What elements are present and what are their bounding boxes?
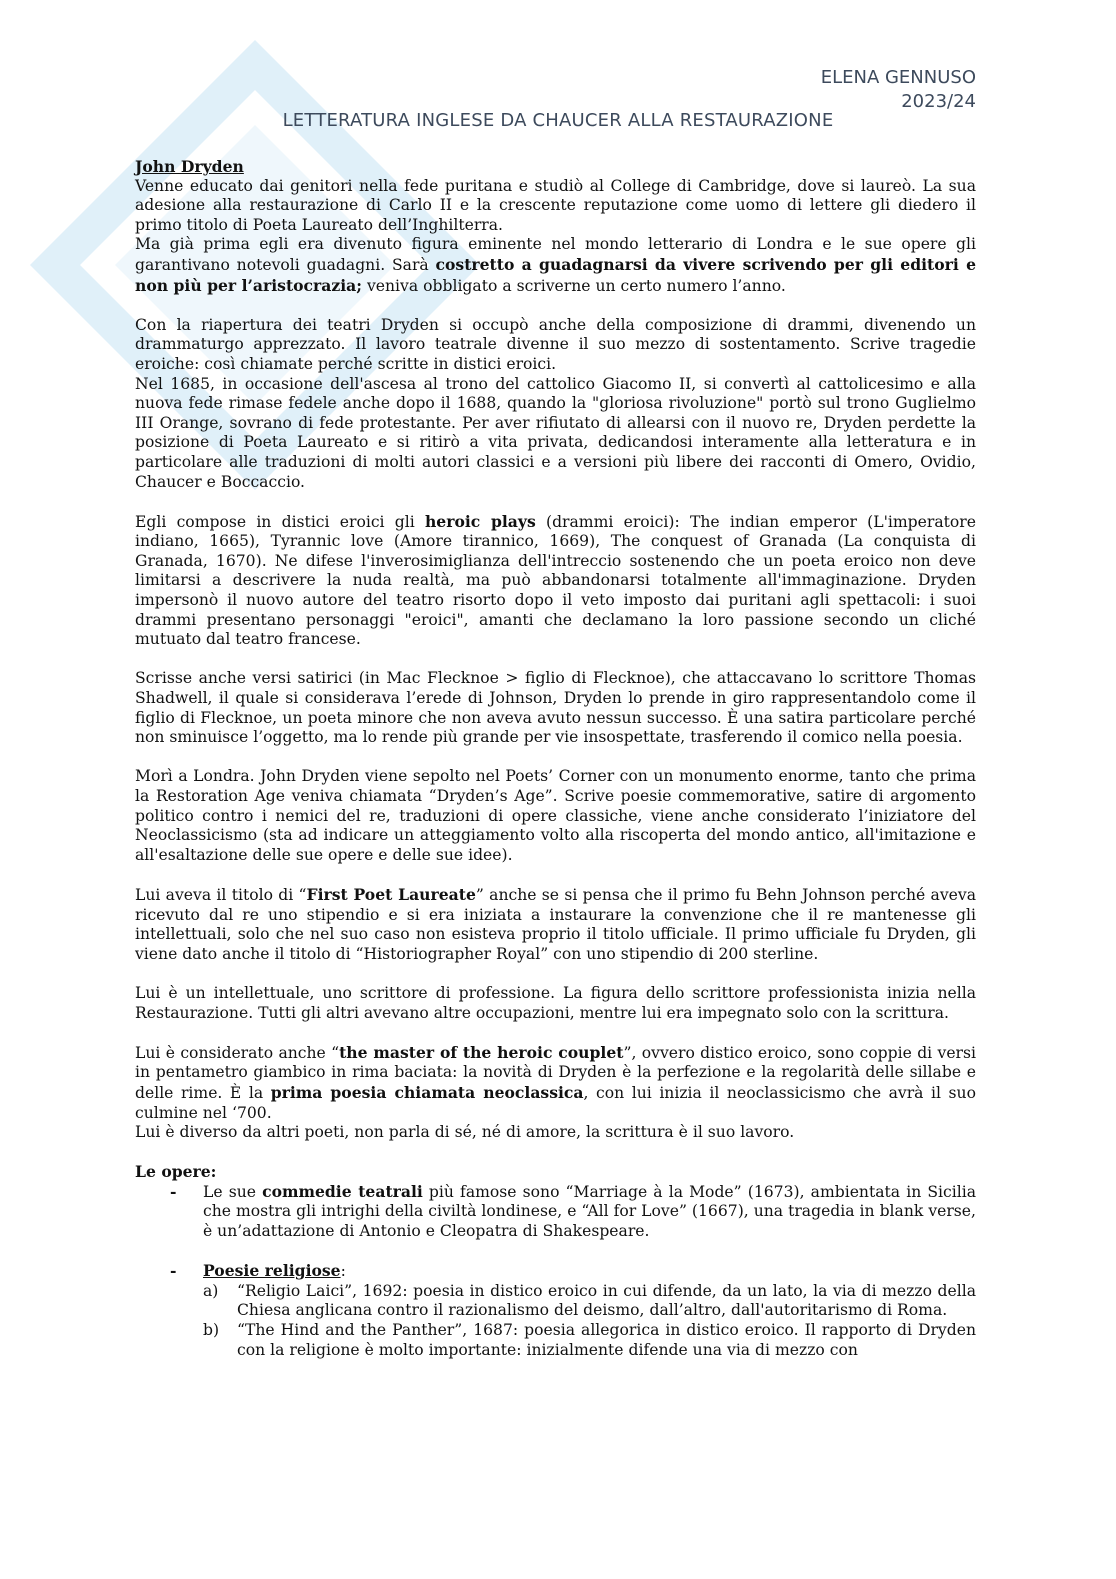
list-item: - Poesie religiose: a) “Religio Laici”, 1692: poesia in distico eroico in cui difende, da un lato, la via di mezzo della Chiesa anglicana contro il razionalismo del deismo, dall’altro, dall'autoritarismo di Roma. b) “The Hind and the Panther”, 1687: poesia allegorica in distico eroico. Il rapporto di Dryden con la religione è molto importante: inizialmente difende una via di mezzo con: [170, 1261, 976, 1359]
paragraph: Lui aveva il titolo di “First Poet Laureate” anche se si pensa che il primo fu Behn Johnson perché aveva ricevuto dal re uno stipendio e si era iniziata a instaurare la convenzione che il re mantenesse gli intellettuali, solo che nel suo caso non esisteva proprio il titolo ufficiale. Il primo ufficiale fu Dryden, gli viene dato anche il titolo di “Historiographer Royal” con uno stipendio di 200 sterline.: [135, 884, 976, 963]
bold-text: First Poet Laureate: [306, 884, 476, 904]
paragraph: Egli compose in distici eroici gli heroic plays (drammi eroici): The indian emperor (L'imperatore indiano, 1665), Tyrannic love (Amore tirannico, 1669), The conquest of Granada (La conquista di Granada, 1670). Ne difese l'inverosimiglianza dell'intreccio sostenendo che un poeta eroico non deve limitarsi a descrivere la nuda realtà, ma può abbandonarsi totalmente all'immaginazione. Dryden impersonò il nuovo autore del teatro risorto dopo il veto imposto dai puritani agli spettacoli: i suoi drammi presentano personaggi "eroici", amanti che declamano la loro passione secondo un cliché mutuato dal teatro francese.: [135, 511, 976, 649]
paragraph: Venne educato dai genitori nella fede puritana e studiò al College di Cambridge, dove si laureò. La sua adesione alla restaurazione di Carlo II e la crescente reputazione come uomo di lettere gli diedero il primo titolo di Poeta Laureato dell’Inghilterra.: [135, 176, 976, 234]
paragraph: Lui è considerato anche “the master of the heroic couplet”, ovvero distico eroico, sono coppie di versi in pentametro giambico in rima baciata: la novità di Dryden è la perfezione e la regolarità delle sillabe e delle rime. È la prima poesia chiamata neoclassica, con lui inizia il neoclassicismo che avrà il suo culmine nel ‘700.: [135, 1042, 976, 1122]
sublist: [203, 1282, 976, 1360]
sublist-item: a) “Religio Laici”, 1692: poesia in distico eroico in cui difende, da un lato, la via di mezzo della Chiesa anglicana contro il razionalismo del deismo, dall’altro, dall'autoritarismo di Roma.: [203, 1281, 976, 1320]
paragraph: Lui è diverso da altri poeti, non parla di sé, né di amore, la scrittura è il suo lavoro.: [135, 1123, 795, 1142]
sublist-marker: a): [203, 1281, 219, 1300]
list-item: - Le sue commedie teatrali più famose sono “Marriage à la Mode” (1673), ambientata in Sicilia che mostra gli intrighi della civiltà londinese, e “All for Love” (1667), una tragedia in blank verse, è un’adattazione di Antonio e Cleopatra di Shakespeare.: [170, 1181, 977, 1241]
paragraph: Lui è un intellettuale, uno scrittore di professione. La figura dello scrittore professionista inizia nella Restaurazione. Tutti gli altri avevano altre occupazioni, mentre lui era impegnato solo con la scrittura.: [135, 983, 976, 1022]
paragraph: Scrisse anche versi satirici (in Mac Flecknoe > figlio di Flecknoe), che attaccavano lo scrittore Thomas Shadwell, il quale si considerava l’erede di Johnson, Dryden lo prende in giro rappresentandolo come il figlio di Flecknoe, un poeta minore che non aveva avuto nessun successo. È una satira particolare perché non sminuisce l’oggetto, ma lo rende più grande per vie insospettate, trasferendo il comico nella poesia.: [135, 669, 976, 747]
bold-text: Poesie religiose: [203, 1261, 341, 1281]
page-header: [821, 66, 976, 114]
document-title: LETTERATURA INGLESE DA CHAUCER ALLA RESTAURAZIONE: [282, 110, 834, 131]
list-spacer: [135, 1242, 976, 1262]
section-heading: John Dryden: [135, 157, 244, 176]
list-bullet: -: [170, 1181, 177, 1201]
academic-year: 2023/24: [901, 91, 976, 112]
paragraph: Ma già prima egli era divenuto figura eminente nel mondo letterario di Londra e le sue opere gli garantivano notevoli guadagni. Sarà costretto a guadagnarsi da vivere scrivendo per gli editori e non più per l’aristocrazia; veniva obbligato a scriverne un certo numero l’anno.: [135, 235, 976, 295]
author-name: ELENA GENNUSO: [820, 67, 976, 88]
document-body: [135, 157, 976, 1360]
bold-text: the master of the heroic couplet: [339, 1042, 624, 1062]
bold-text: prima poesia chiamata neoclassica: [270, 1082, 584, 1102]
sublist-item: b) “The Hind and the Panther”, 1687: poesia allegorica in distico eroico. Il rapporto di Dryden con la religione è molto importante: inizialmente difende una via di mezzo con: [203, 1321, 976, 1359]
paragraph: Con la riapertura dei teatri Dryden si occupò anche della composizione di drammi, divenendo un drammaturgo apprezzato. Il lavoro teatrale divenne il suo mezzo di sostentamento. Scrive tragedie eroiche: così chiamate perché scritte in distici eroici.: [135, 315, 976, 373]
list-bullet: -: [170, 1261, 177, 1281]
sublist-marker: b): [203, 1321, 220, 1340]
bold-text: heroic plays: [424, 511, 536, 531]
paragraph: Morì a Londra. John Dryden viene sepolto nel Poets’ Corner con un monumento enorme, tanto che prima la Restoration Age veniva chiamata “Dryden’s Age”. Scrive poesie commemorative, satire di argomento politico contro i nemici del re, traduzioni di opere classiche, viene anche considerato l’iniziatore del Neoclassicismo (sta ad indicare un atteggiamento volto alla riscoperta del mondo antico, all'imitazione e all'esaltazione delle sue opere e delle sue idee).: [135, 767, 976, 864]
bold-text: commedie teatrali: [262, 1181, 423, 1201]
works-heading: Le opere:: [135, 1162, 217, 1182]
paragraph: Nel 1685, in occasione dell'ascesa al trono del cattolico Giacomo II, si convertì al cattolicesimo e alla nuova fede rimase fedele anche dopo il 1688, quando la "gloriosa rivoluzione" portò sul trono Guglielmo III Orange, sovrano di fede protestante. Per aver rifiutato di allearsi con il nuovo re, Dryden perdette la posizione di Poeta Laureato e si ritirò a vita privata, dedicandosi interamente alla letteratura e in particolare alle traduzioni di molti autori classici e a versioni più libere dei racconti di Omero, Ovidio, Chaucer e Boccaccio.: [135, 374, 976, 491]
bold-text: costretto a guadagnarsi da vivere scrivendo per gli editori e non più per l’aristocrazia;: [135, 254, 976, 295]
works-list: [135, 1182, 976, 1360]
